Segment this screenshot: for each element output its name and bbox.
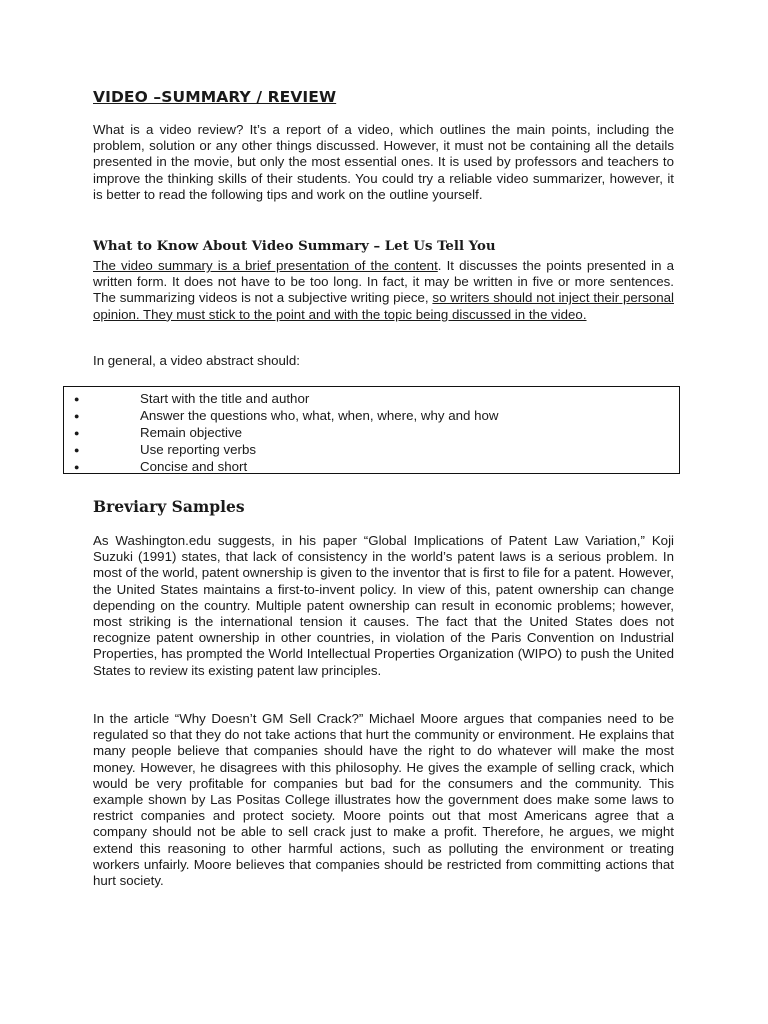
list-item — [64, 407, 679, 424]
section-heading-video-summary: What to Know About Video Summary – Let Us Tell You — [93, 239, 496, 254]
list-item — [64, 441, 679, 458]
intro-paragraph: What is a video review? It’s a report of a video, which outlines the main points, including the problem, solution or any other things discussed. However, it must not be containing all the details presented in the movie, but only the most essential ones. It is used by professors and teachers to improve the thinking skills of their students. You could try a reliable video summarizer, however, it is better to read the following tips and work on the outline yourself. — [93, 122, 674, 202]
page-title: VIDEO –SUMMARY / REVIEW — [93, 88, 337, 106]
video-summary-paragraph — [93, 258, 674, 323]
summary-body-text: . It discusses the points presented in a written form. It does not have to be too long. In fact, it may be written in five or more sentences. The summarizing videos is not a subjective writing piece, — [93, 258, 675, 306]
bullet-list-box — [63, 386, 680, 474]
sample-paragraph-gm-crack: In the article “Why Doesn’t GM Sell Crack?” Michael Moore argues that companies need to be regulated so that they do not take actions that hurt the community or environment. He explains that many people believe that companies should have the right to do whatever will make the most money. However, he disagrees with this philosophy. He gives the example of selling crack, which would be very profitable for companies but bad for the consumers and the community. This example shown by Las Positas College illustrates how the government does make some laws to restrict companies and protect society. Moore points out that most Americans agree that a company should not be able to sell crack just to make a profit. Therefore, he argues, we might extend this reasoning to other harmful actions, such as polluting the environment or treating workers unfairly. Moore believes that companies should be restricted from committing actions that hurt society. — [93, 711, 674, 889]
list-item-text: Concise and short — [140, 459, 248, 474]
list-item-text: Remain objective — [140, 425, 242, 440]
section-heading-breviary-samples: Breviary Samples — [93, 497, 245, 516]
bullet-icon: ● — [74, 461, 80, 472]
bullet-icon: ● — [74, 444, 80, 455]
list-item — [64, 424, 679, 441]
list-item-text: Answer the questions who, what, when, where, why and how — [140, 408, 499, 423]
bullet-icon: ● — [74, 427, 80, 438]
list-item — [64, 390, 679, 407]
abstract-lead-text: In general, a video abstract should: — [93, 353, 300, 368]
bullet-icon: ● — [74, 393, 80, 404]
sample-paragraph-patent-law: As Washington.edu suggests, in his paper “Global Implications of Patent Law Variation,” Koji Suzuki (1991) states, that lack of consistency in the world’s patent laws is a serious problem. In most of the world, patent ownership is given to the inventor that is first to file for a patent. However, the United States maintains a first-to-invent policy. In view of this, patent ownership can change depending on the country. Multiple patent ownership can result in economic problems; however, most striking is the international tension it causes. The fact that the United States does not recognize patent ownership in other countries, in violation of the Paris Convention on Industrial Properties, has prompted the World Intellectual Properties Organization (WIPO) to push the United States to review its existing patent law principles. — [93, 533, 674, 678]
underlined-definition: The video summary is a brief presentation of the content — [93, 258, 438, 273]
list-item-text: Start with the title and author — [140, 391, 310, 406]
list-item — [64, 458, 679, 475]
list-item-text: Use reporting verbs — [140, 442, 257, 457]
underlined-advice: so writers should not inject their personal opinion. They must stick to the point and with the topic being discussed in the video. — [93, 290, 674, 322]
bullet-icon: ● — [74, 410, 80, 421]
